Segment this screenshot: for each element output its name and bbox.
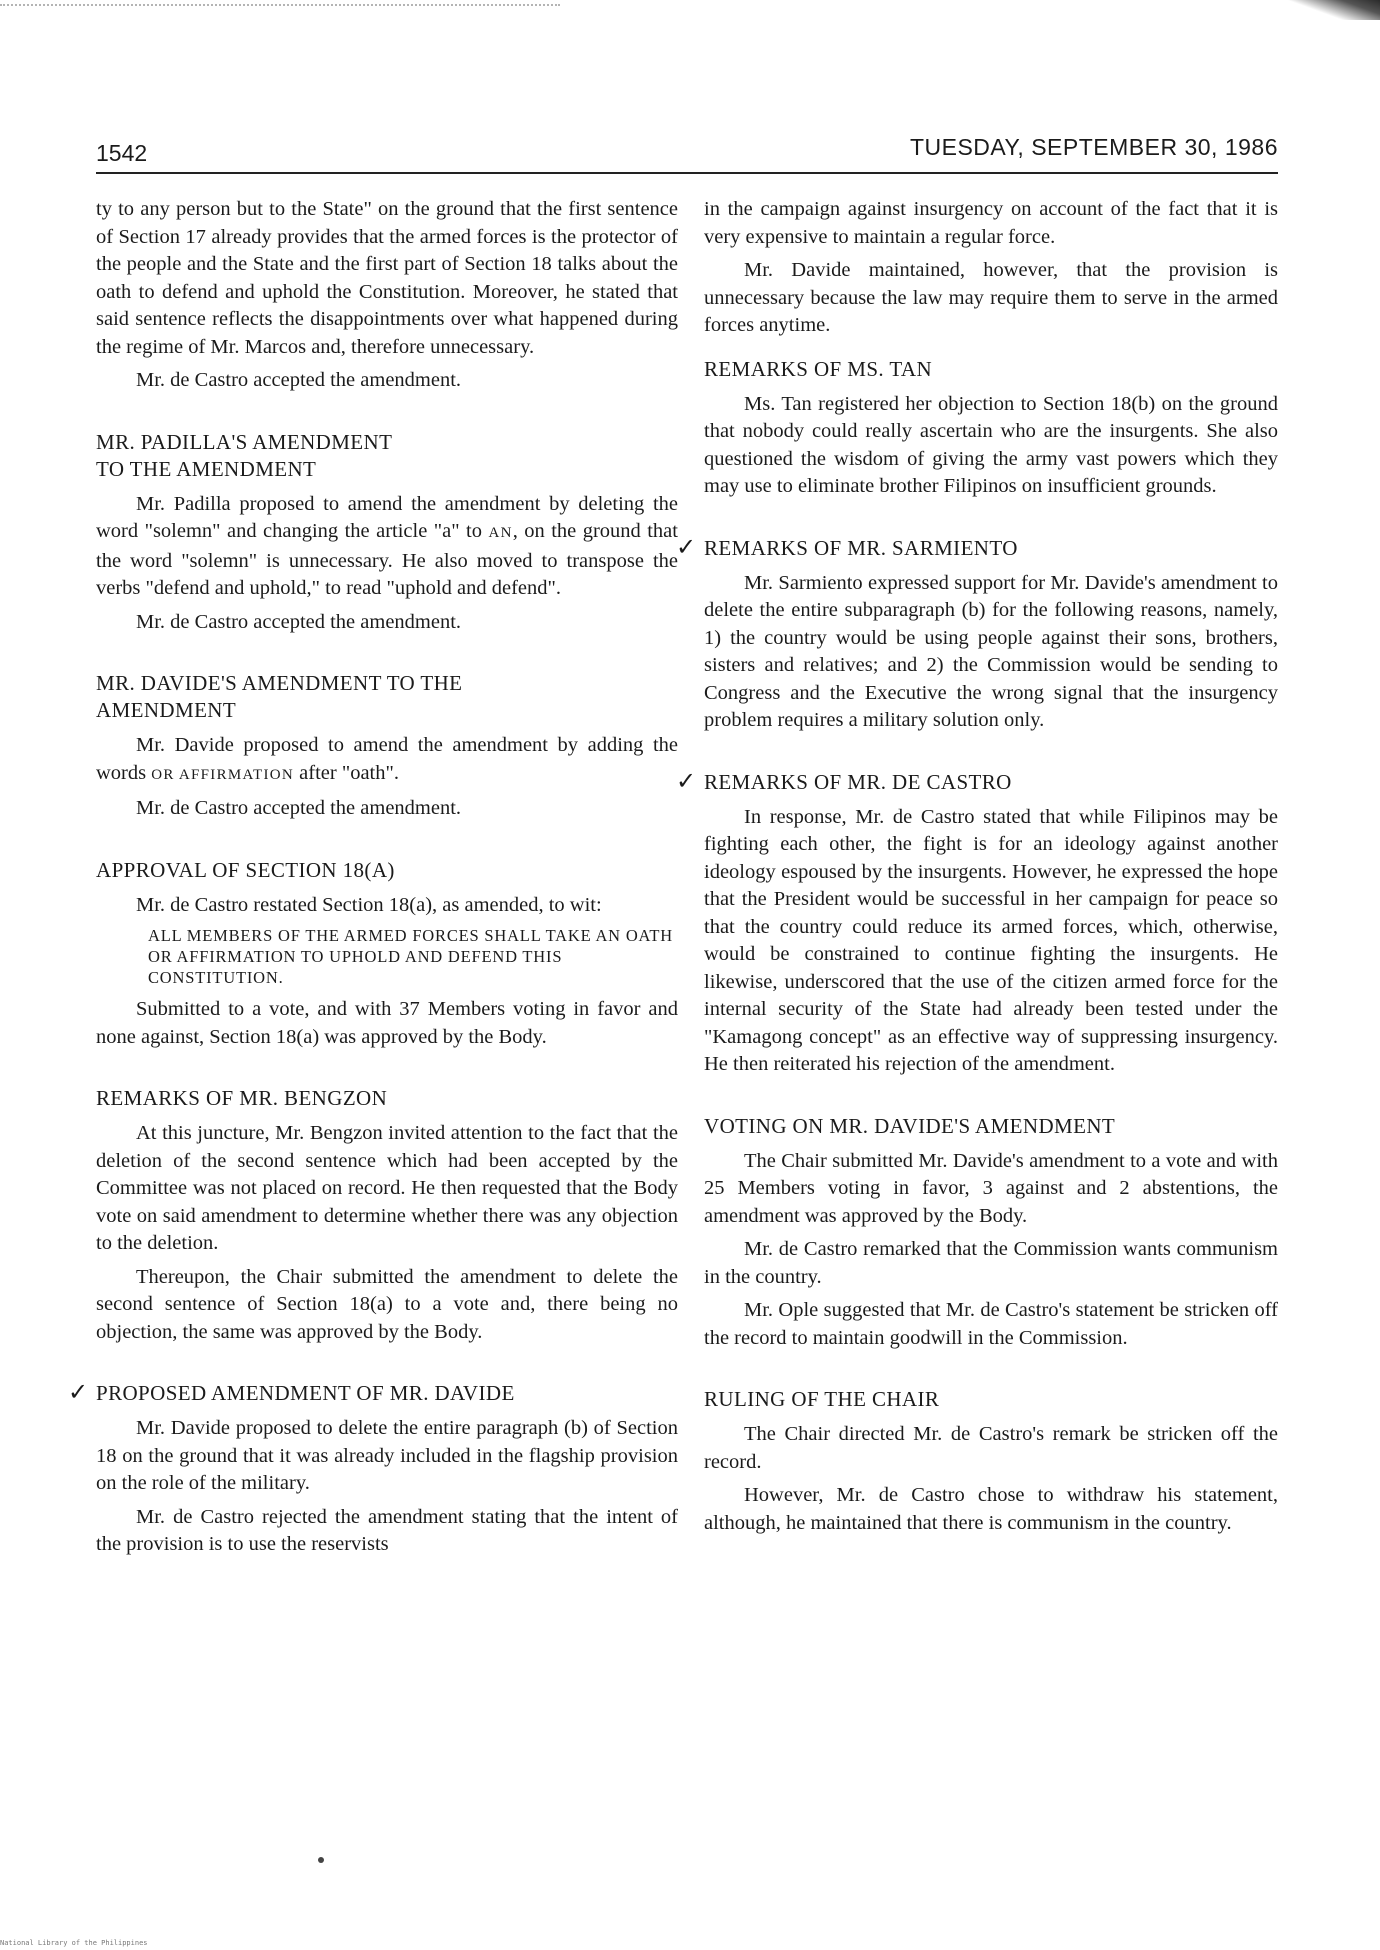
- paragraph-tan: Ms. Tan registered her objection to Section 18(b) on the ground that nobody could really ascertain who are the insurgents. She also questioned the wisdom of giving the army vast powers which they may use to eliminate brother Filipinos on insufficient grounds.: [704, 392, 1278, 497]
- davide-small-caps: OR AFFIRMATION: [151, 766, 295, 783]
- left-column: [68, 196, 678, 1565]
- paragraph-proposed: Mr. Davide proposed to delete the entire paragraph (b) of Section 18 on the ground that it was already included in the flagship provision on the role of the military.: [96, 1417, 678, 1494]
- heading-voting: VOTING ON MR. DAVIDE'S AMENDMENT: [704, 1113, 1116, 1138]
- heading-approval: APPROVAL OF SECTION 18(A): [96, 857, 395, 882]
- davide-text-b: after "oath".: [294, 761, 399, 784]
- paragraph-de-castro: In response, Mr. de Castro stated that while Filipinos may be fighting each other, the fight is for an ideology against another ideology espoused by the insurgents. However, he expressed the hope that the President would be successful in her campaign for peace so that the country could reduce its armed forces, which, otherwise, would be constrained to continue fighting the insurgents. He likewise, underscored that the use of the citizen armed force for the internal security of the State had already been tested under the "Kamagong concept" as an effective way of suppressing insurgency. He then reiterated his rejection of the amendment.: [704, 805, 1278, 1075]
- paragraph-ruling: The Chair directed Mr. de Castro's remark be stricken off the record.: [704, 1423, 1278, 1473]
- paragraph-vote: Submitted to a vote, and with 37 Members voting in favor and none against, Section 18(a) was approved by the Body.: [96, 998, 678, 1048]
- heading-text: REMARKS OF MR. SARMIENTO: [704, 535, 1018, 560]
- paragraph-padilla: [96, 491, 678, 603]
- heading-proposed-amendment: [68, 1378, 678, 1407]
- heading-de-castro: [676, 766, 1278, 796]
- padilla-small-caps: AN: [488, 525, 513, 541]
- page-date: TUESDAY, SEPTEMBER 30, 1986: [909, 134, 1278, 160]
- paragraph-ople: Mr. Ople suggested that Mr. de Castro's statement be stricken off the record to maintain goodwill in the Commission.: [704, 1299, 1278, 1349]
- paragraph-withdraw: However, Mr. de Castro chose to withdraw his statement, although, he maintained that there is communism in the country.: [704, 1484, 1278, 1534]
- scan-footer-text: National Library of the Philippines: [0, 1939, 148, 1947]
- paragraph-intro: ty to any person but to the State" on the ground that the first sentence of Section 17 already provides that the armed forces is the protector of the people and the State and the first part of Section 18 talks about the oath to defend and uphold the Constitution. Moreover, he stated that said sentence reflects the disappointments over what happened during the regime of Mr. Marcos and, therefore unnecessary.: [96, 198, 678, 358]
- padilla-text-a: Mr. Padilla proposed to amend the amendment by deleting the word "solemn" and changing the article "a" to: [96, 492, 678, 542]
- paragraph-voting: The Chair submitted Mr. Davide's amendment to a vote and with 25 Members voting in favor, 3 against and 2 abstentions, the amendment was approved by the Body.: [704, 1149, 1278, 1227]
- paragraph-davide-maintained: Mr. Davide maintained, however, that the provision is unnecessary because the law may require them to serve in the armed forces anytime.: [704, 259, 1278, 336]
- paragraph-accept-1: Mr. de Castro accepted the amendment.: [136, 369, 462, 391]
- heading-line-1: MR. PADILLA'S AMENDMENT: [96, 429, 393, 454]
- scan-corner-shadow: [1280, 0, 1380, 20]
- heading-line-2: TO THE AMENDMENT: [96, 456, 317, 481]
- heading-text: PROPOSED AMENDMENT OF MR. DAVIDE: [96, 1381, 515, 1405]
- heading-padilla-amendment: [96, 429, 678, 483]
- page-header: [96, 132, 1278, 174]
- heading-davide-amendment: [96, 670, 678, 724]
- paragraph-davide-amend: [96, 732, 678, 789]
- page-number: 1542: [96, 140, 148, 166]
- checkmark-icon: ✓: [676, 532, 697, 561]
- paragraph-sarmiento: Mr. Sarmiento expressed support for Mr. Davide's amendment to delete the entire subparagraph (b) for the following reasons, namely, 1) the country would be using people against their sons, brothers, sisters and relatives; and 2) the Commission would be sending to Congress and the Executive the wrong signal that the insurgency problem requires a military solution only.: [704, 571, 1278, 731]
- paragraph-continued: in the campaign against insurgency on account of the fact that it is very expensive to maintain a regular force.: [704, 198, 1278, 248]
- scan-speck: [318, 1857, 324, 1863]
- scan-edge-artifact: [0, 4, 560, 6]
- right-column: [676, 196, 1278, 1543]
- paragraph-bengzon: At this juncture, Mr. Bengzon invited attention to the fact that the deletion of the second sentence which had been accepted by the Committee was not placed on record. He then requested that the Body vote on said amendment to determine whether there was any objection to the deletion.: [96, 1122, 678, 1254]
- heading-tan: REMARKS OF MS. TAN: [704, 356, 933, 381]
- section-quote: ALL MEMBERS OF THE ARMED FORCES SHALL TAKE AN OATH OR AFFIRMATION TO UPHOLD AND DEFEND THIS CONSTITUTION.: [148, 926, 674, 987]
- davide-text-a: Mr. Davide proposed to amend the amendment by adding the words: [96, 734, 678, 784]
- heading-text: REMARKS OF MR. DE CASTRO: [704, 769, 1012, 794]
- heading-line-1: MR. DAVIDE'S AMENDMENT TO THE: [96, 671, 463, 695]
- paragraph-accept-2: Mr. de Castro accepted the amendment.: [136, 610, 462, 633]
- heading-bengzon: REMARKS OF MR. BENGZON: [96, 1086, 388, 1110]
- heading-line-2: AMENDMENT: [96, 698, 237, 722]
- heading-sarmiento: [676, 532, 1278, 562]
- checkmark-icon: ✓: [68, 1378, 89, 1406]
- paragraph-restated: Mr. de Castro restated Section 18(a), as amended, to wit:: [136, 893, 602, 916]
- paragraph-rejected: Mr. de Castro rejected the amendment stating that the intent of the provision is to use the reservists: [96, 1505, 678, 1555]
- paragraph-thereupon: Thereupon, the Chair submitted the amendment to delete the second sentence of Section 18(a) to a vote and, there being no objection, the same was approved by the Body.: [96, 1265, 678, 1343]
- checkmark-icon: ✓: [676, 766, 697, 795]
- padilla-text-b: , on the ground that the word "solemn" is unnecessary. He also moved to transpose the verbs "defend and uphold," to read "uphold and defend".: [96, 520, 678, 599]
- paragraph-accept-3: Mr. de Castro accepted the amendment.: [136, 797, 462, 819]
- heading-ruling: RULING OF THE CHAIR: [704, 1387, 940, 1411]
- paragraph-remarked: Mr. de Castro remarked that the Commission wants communism in the country.: [704, 1238, 1278, 1288]
